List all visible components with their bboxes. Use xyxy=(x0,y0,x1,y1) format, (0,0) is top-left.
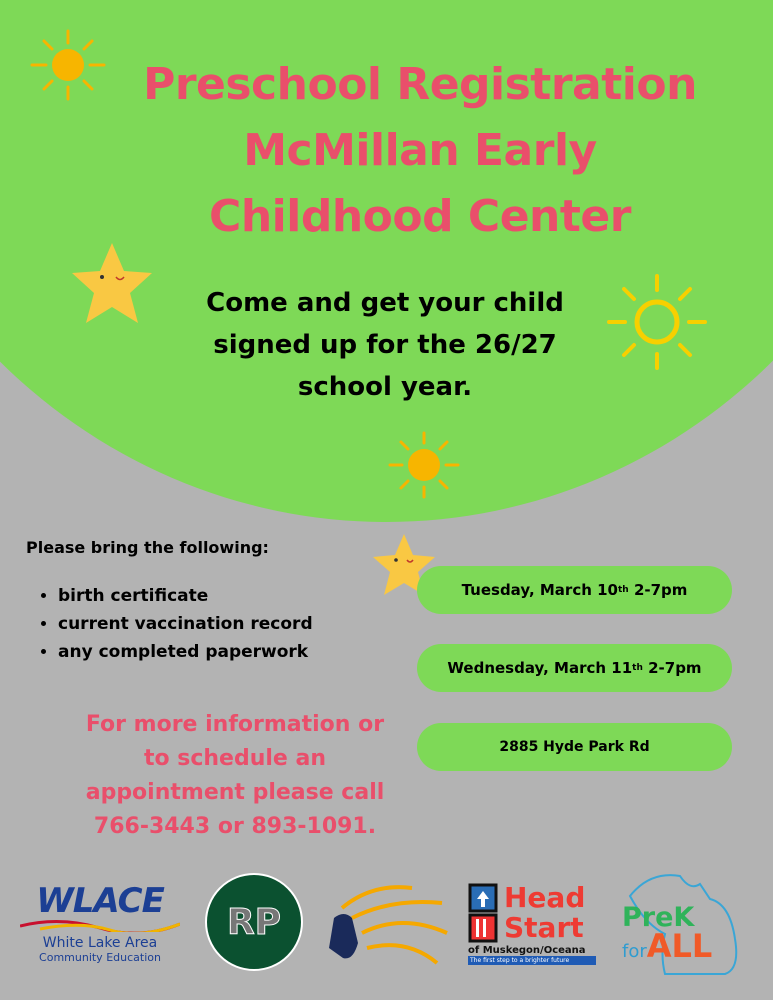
start-word: Start xyxy=(504,911,584,944)
wave-icon xyxy=(20,918,180,932)
prek-for-all-logo xyxy=(620,866,750,976)
head-word: Head xyxy=(504,881,586,914)
sun-icon xyxy=(390,433,458,497)
wlace-wordmark: WLACE xyxy=(36,881,164,921)
bring-list xyxy=(20,582,313,666)
session-time: 2-7pm xyxy=(628,581,688,599)
ordinal-suffix: th xyxy=(618,585,629,595)
blocks-icon xyxy=(468,883,500,945)
title-line: Preschool Registration xyxy=(143,59,697,110)
subtitle-line: signed up for the 26/27 xyxy=(213,330,557,360)
title-line: McMillan Early xyxy=(243,125,597,176)
address-pill: 2885 Hyde Park Rd xyxy=(417,723,732,771)
list-item: • current vaccination record xyxy=(58,610,313,638)
head-start-tagline: The first step to a brighter future xyxy=(468,956,596,965)
title-line: Childhood Center xyxy=(209,191,631,242)
sun-icon xyxy=(32,31,104,99)
list-item: • any completed paperwork xyxy=(58,638,313,666)
info-line: For more information or xyxy=(85,712,385,737)
bring-heading: Please bring the following: xyxy=(26,538,269,557)
info-line: 766-3443 or 893-1091. xyxy=(93,814,377,839)
prek-word: PreK xyxy=(622,902,695,933)
subtitle-line: Come and get your child xyxy=(206,288,564,318)
head-start-region: of Muskegon/Oceana xyxy=(468,945,586,956)
contact-info xyxy=(60,708,410,844)
list-item: • birth certificate xyxy=(58,582,313,610)
wlace-line2: Community Education xyxy=(39,951,161,964)
page-title xyxy=(100,52,740,250)
ordinal-suffix: th xyxy=(632,663,643,673)
mascot-logo xyxy=(322,878,452,968)
wlace-logo xyxy=(20,881,180,964)
info-line: to schedule an xyxy=(143,746,327,771)
for-word: for xyxy=(622,941,647,962)
head-start-logo xyxy=(468,883,596,965)
subtitle-line: school year. xyxy=(297,372,473,402)
session-tuesday xyxy=(417,566,732,614)
info-line: appointment please call xyxy=(85,780,385,805)
session-day: Tuesday, March 10 xyxy=(461,581,618,599)
session-wednesday xyxy=(417,644,732,692)
session-day: Wednesday, March 11 xyxy=(447,659,633,677)
rp-wordmark: RP xyxy=(226,901,282,943)
wlace-line1: White Lake Area xyxy=(42,935,158,951)
session-time: 2-7pm xyxy=(642,659,702,677)
rp-logo xyxy=(205,873,303,971)
subtitle xyxy=(170,282,600,408)
all-word: ALL xyxy=(646,927,713,965)
